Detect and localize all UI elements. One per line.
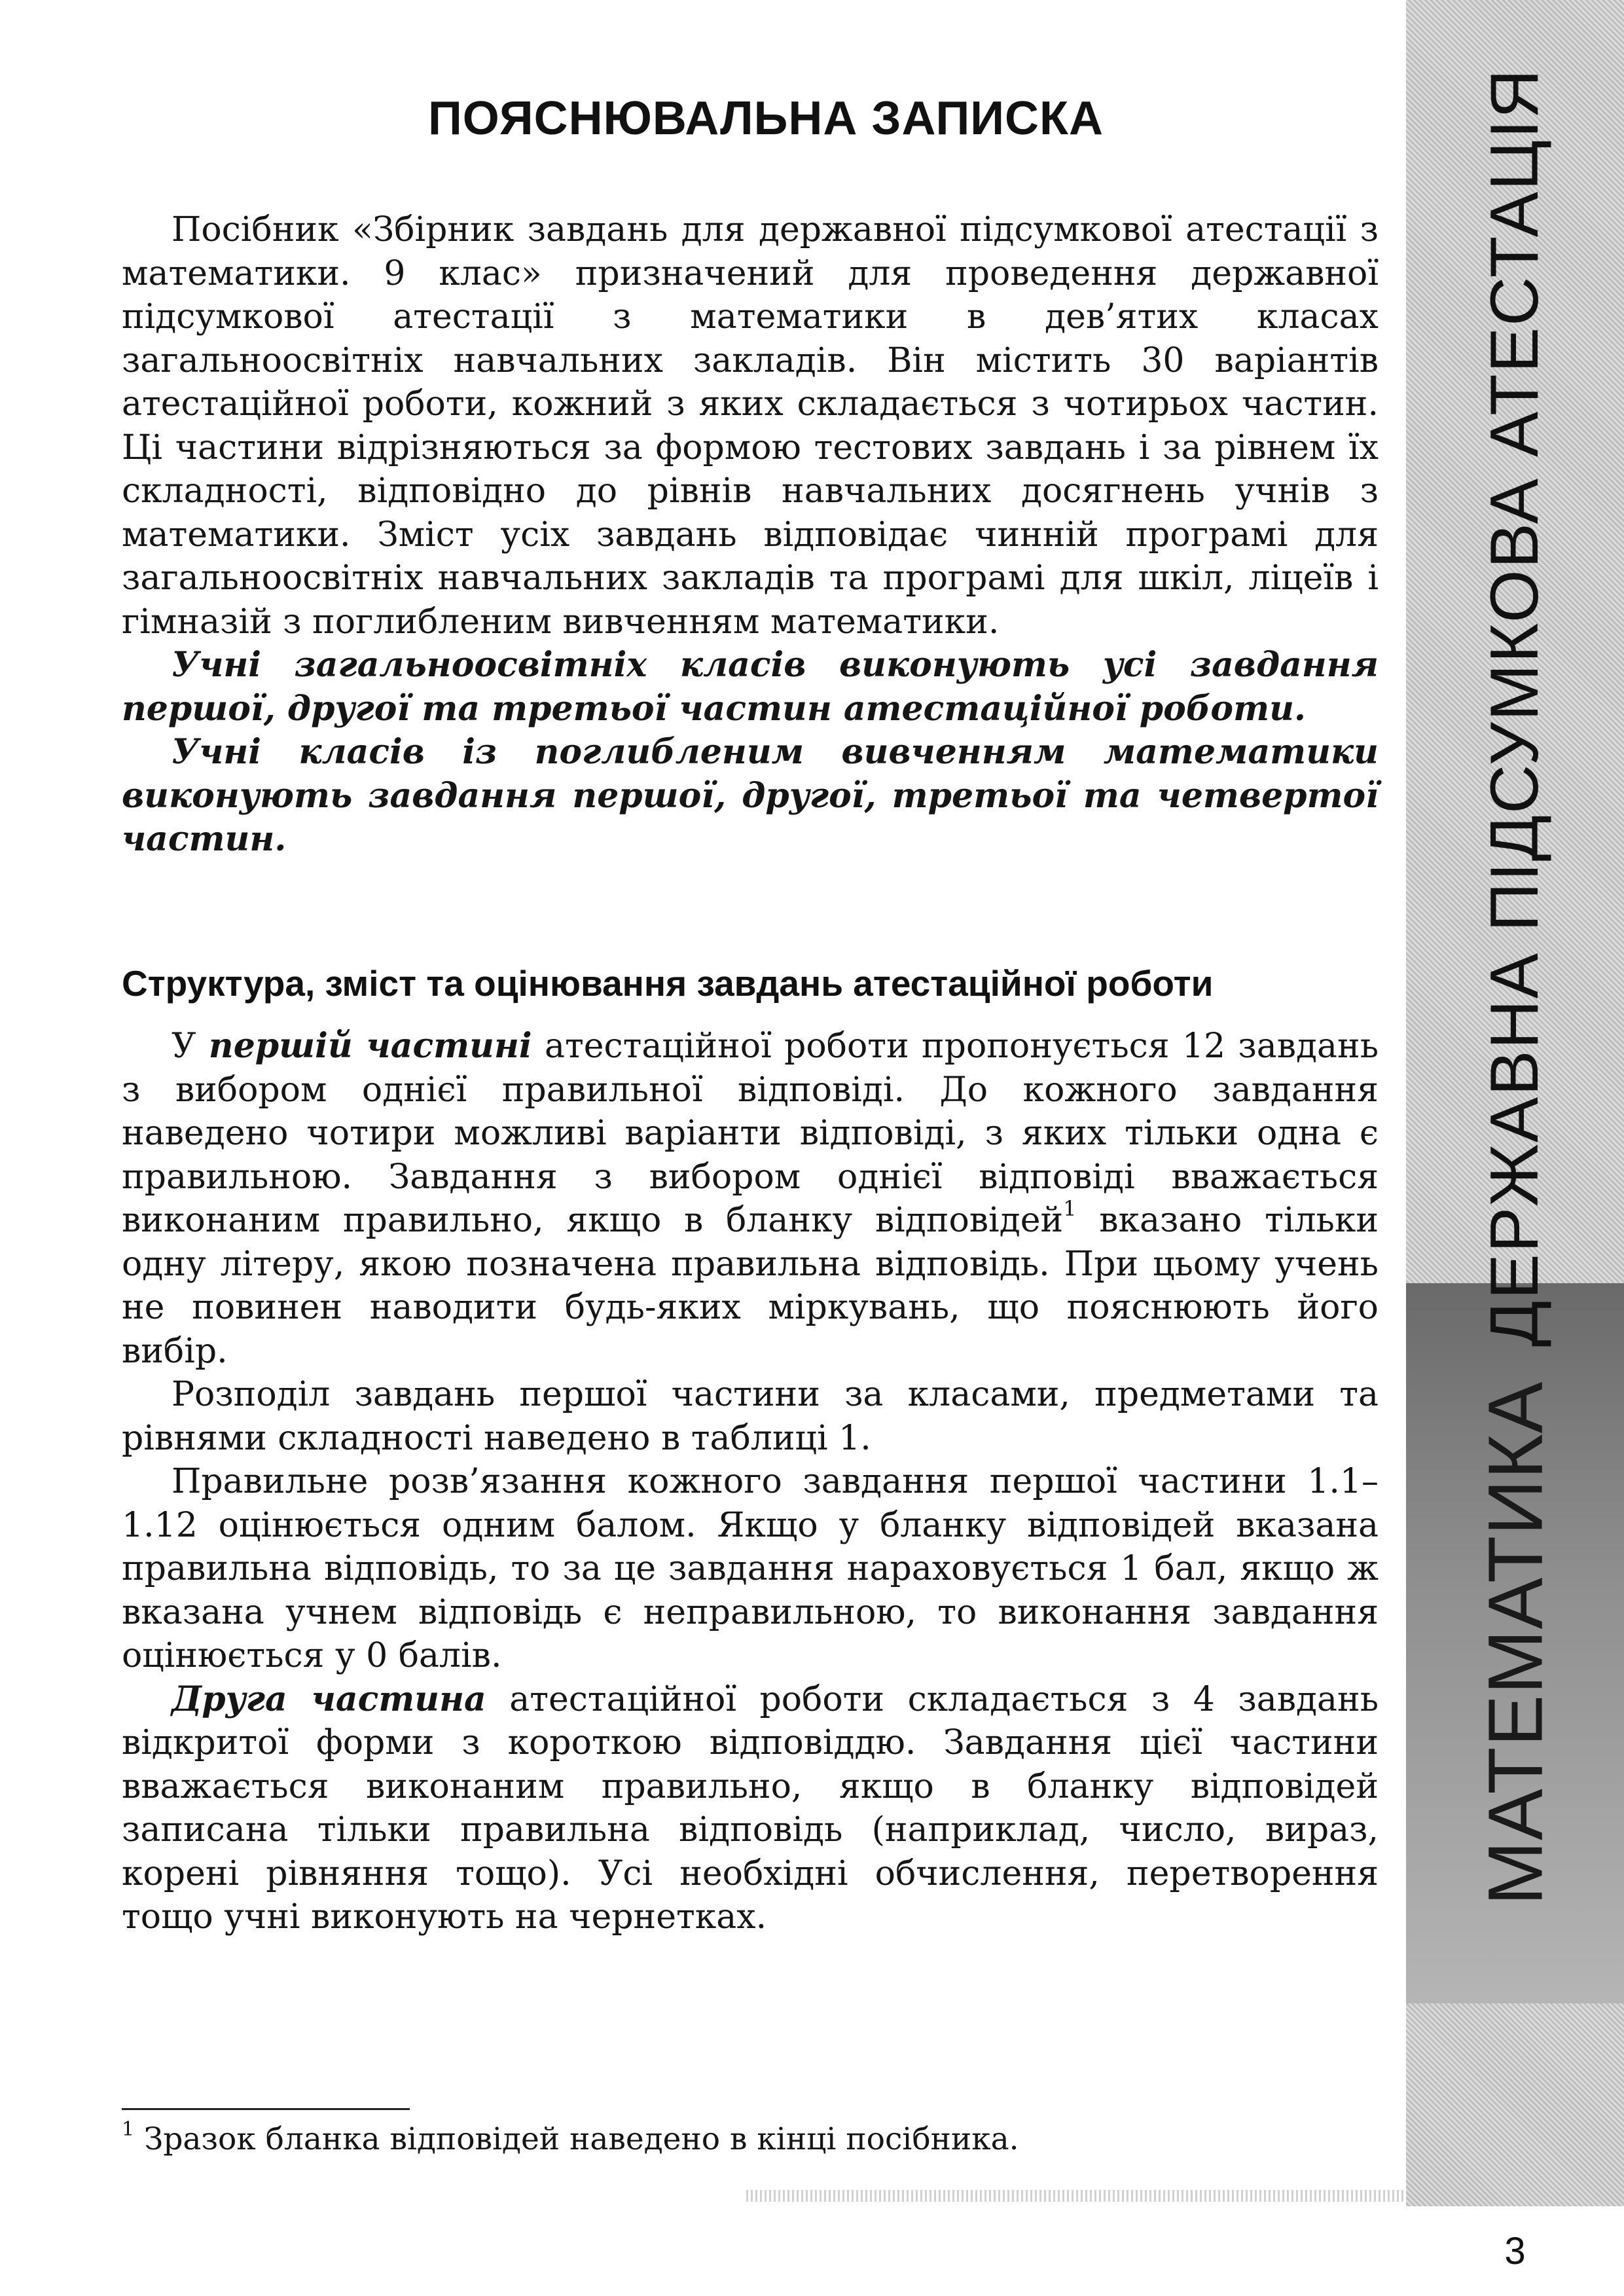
footnote-divider (122, 2108, 410, 2110)
section-text (122, 1025, 1379, 1939)
footnote-text: Зразок бланка відповідей наведено в кінці посібника. (134, 2121, 1019, 2157)
page-title: ПОЯСНЮВАЛЬНА ЗАПИСКА (428, 92, 1104, 145)
page-number: 3 (1406, 2206, 1624, 2296)
section-paragraph-4 (122, 1678, 1379, 1939)
footnote-mark: 1 (122, 2118, 135, 2141)
part1-tail: вказано тільки одну літеру, якою позначена правильна відповідь. При цьому учень не повинен наводити будь-яких міркувань, що пояснюють його вибір. (122, 1201, 1379, 1371)
intro-paragraph-2: Учні загальноосвітніх класів виконують усі завдання першої, другої та третьої частин атестаційної роботи. (122, 645, 1379, 729)
intro-paragraph-3: Учні класів із поглибленим вивченням математики виконують завдання першої, другої, третьої та четвертої частин. (122, 732, 1379, 859)
side-label-attestation: ДЕРЖАВНА ПІДСУМКОВА АТЕСТАЦІЯ (1477, 67, 1553, 1347)
part2-body: атестаційної роботи складається з 4 завдань відкритої форми з короткою відповіддю. Завдання цієї частини вважається виконаним правильно, якщо в бланку відповідей записана тільки правильна відповідь (наприклад, число, вираз, корені рівняння тощо). Усі необхідні обчислення, перетворення тощо учні виконують на чернетках. (122, 1679, 1379, 1937)
part1-emphasis: першій частині (208, 1026, 532, 1066)
section-heading: Структура, зміст та оцінювання завдань атестаційної роботи (122, 963, 1214, 1004)
bottom-decor-strip (746, 2190, 1406, 2202)
part2-emphasis: Друга частина (171, 1679, 486, 1719)
intro-text (122, 208, 1379, 862)
side-label-subject: МАТЕМАТИКА (1472, 1381, 1559, 1906)
footnote-reference: 1 (1063, 1195, 1077, 1221)
intro-paragraph-1: Посібник «Збірник завдань для державної підсумкової атестації з математики. 9 клас» призначений для проведення державної підсумкової атестації з математики в дев’ятих класах загальноосвітніх навчальних закладів. Він містить 30 варіантів атестаційної роботи, кожний з яких складається з чотирьох частин. Ці частини відрізняються за формою тестових завдань і за рівнем їх складності, відповідно до рівнів навчальних досягнень учнів з математики. Зміст усіх завдань відповідає чинній програмі для загальноосвітніх навчальних закладів та програмі для шкіл, ліцеїв і гімназій з поглибленим вивченням математики. (122, 210, 1379, 642)
section-paragraph-3: Правильне розв’язання кожного завдання першої частини 1.1–1.12 оцінюється одним балом. Якщо у бланку відповідей вказана правильна відповідь, то за це завдання нараховується 1 бал, якщо ж вказана учнем відповідь є неправильною, то виконання завдання оцінюється у 0 балів. (122, 1462, 1379, 1675)
part1-body: атестаційної роботи пропонується 12 завдань з вибором однієї правильної відповіді. До кожного завдання наведено чотири можливі варіанти відповіді, з яких тільки одна є правильною. Завдання з вибором однієї відповіді вважається виконаним правильно, якщо в бланку відповідей (122, 1027, 1379, 1240)
footnote (122, 2120, 1379, 2159)
section-paragraph-2: Розподіл завдань першої частини за класами, предметами та рівнями складності наведено в таблиці 1. (122, 1375, 1379, 1458)
part1-lead: У (171, 1027, 209, 1066)
section-paragraph-1 (122, 1025, 1379, 1373)
